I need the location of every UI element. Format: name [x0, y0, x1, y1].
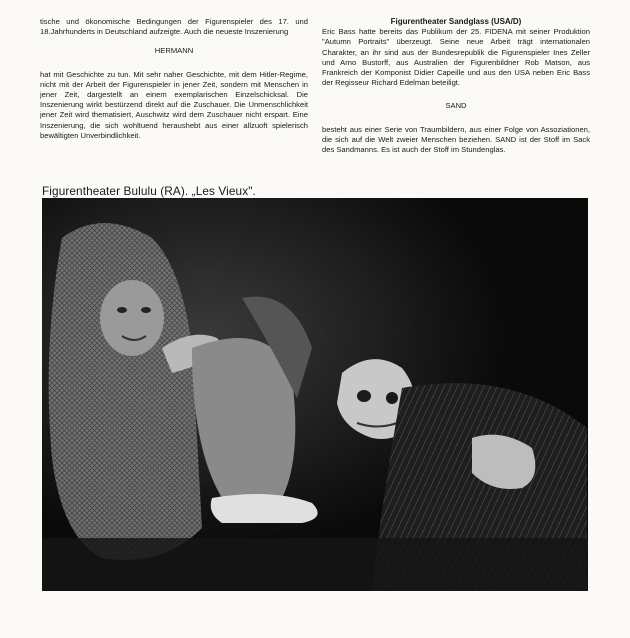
- left-column: [40, 17, 308, 141]
- sandglass-paragraph: Eric Bass hatte bereits das Publikum der 25. FIDENA mit seiner Produktion "Autumn Portraits" überzeugt. Seine neue Arbeit trägt internationalen Charakter, an ihr sind aus der Bundesrepublik die Figurenspieler Ines Zeller und Arno Bustorff, aus Australien der Figurenbildner Rob Matson, aus Frankreich der Komponist Didier Capeille und aus den USA neben Eric Bass der Regisseur Richard Edelman beteiligt.: [322, 27, 590, 88]
- intro-paragraph: tische und ökonomische Bedingungen der Figurenspieler des 17. und 18.Jahrhunderts in Deutschland aufzeigte. Auch die neueste Inszenierung: [40, 17, 308, 37]
- sand-paragraph: besteht aus einer Serie von Traumbildern, aus einer Folge von Assoziationen, die sich auf die Welt zweier Menschen beziehen. SAND ist der Stoff im Sack des Sandmanns. Es ist auch der Stoff im Stundenglas.: [322, 124, 590, 155]
- puppet-photo: [42, 198, 588, 591]
- section-heading-sand: SAND: [445, 101, 467, 111]
- section-heading-hermann: HERMANN: [154, 46, 194, 56]
- section-heading-sandglass: Figurentheater Sandglass (USA/D): [390, 17, 522, 26]
- puppet-photo-illustration: [42, 198, 588, 591]
- right-column: [322, 17, 590, 155]
- hermann-paragraph: hat mit Geschichte zu tun. Mit sehr naher Geschichte, mit dem Hitler-Regime, nicht mit der Arbeit der Figurenspieler in jener Zeit, sondern mit Menschen in jener Zeit, dargestellt an einem exemplarischen Einzelschicksal. Die Inszenierung wirkt bestürzend direkt auf die Zuschauer. Die Unmenschlichkeit jener Zeit wird thematisiert, Auschwitz wird dem Zuschauer nicht erspart. Eine Inszenierung, die sich wohltuend heraushebt aus einer allzuoft spielerisch bewältigten Unverbindlichkeit.: [40, 69, 308, 140]
- photo-caption: Figurentheater Bululu (RA). „Les Vieux".: [42, 184, 256, 198]
